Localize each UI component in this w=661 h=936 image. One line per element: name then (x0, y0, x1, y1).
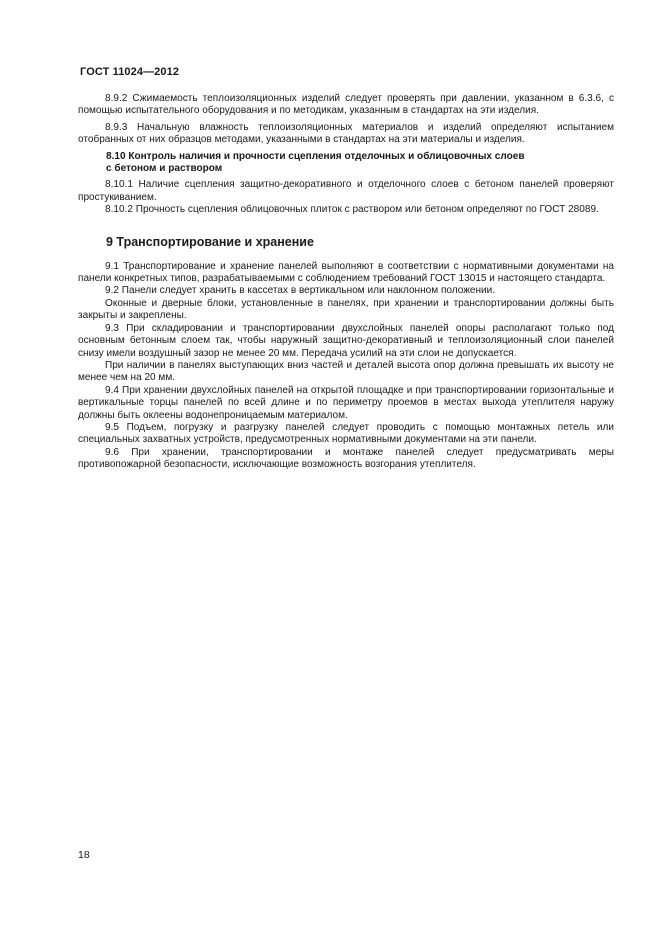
paragraph-9-4: 9.4 При хранении двухслойных панелей на открытой площадке и при транспортировании горизонтальные и вертикальные торцы панелей по всей длине и по периметру проемов в местах выхода утеплителя наружу должны быть оклеены водонепроницаемым материалом. (78, 384, 614, 421)
paragraph-9-6: 9.6 При хранении, транспортировании и монтаже панелей следует предусматривать меры противопожарной безопасности, исключающие возможность возгорания утеплителя. (78, 446, 614, 471)
paragraph-8-10-1: 8.10.1 Наличие сцепления защитно-декоративного и отделочного слоев с бетоном панелей проверяют простукиванием. (78, 179, 614, 203)
section-9-title: 9 Транспортирование и хранение (106, 234, 314, 249)
paragraph-9-5: 9.5 Подъем, погрузку и разгрузку панелей следует проводить с помощью монтажных петель или специальных захватных устройств, предусмотренных нормативными документами на эти панели. (78, 421, 614, 446)
paragraph-8-10-2: 8.10.2 Прочность сцепления облицовочных плиток с раствором или бетоном определяют по ГОСТ 28089. (105, 204, 599, 216)
paragraph-9-1: 9.1 Транспортирование и хранение панелей выполняют в соответствии с нормативными документами на панели конкретных типов, разрабатываемыми с соблюдением требований ГОСТ 13015 и настоящего стандарта. (78, 260, 614, 285)
paragraph-9-2-b: Оконные и дверные блоки, установленные в панелях, при хранении и транспортировании должны быть закрыты и закреплены. (78, 297, 614, 322)
paragraph-8-9-3: 8.9.3 Начальную влажность теплоизоляционных материалов и изделий определяют испытанием отобранных от них образцов методами, указанными в стандартах на эти материалы и изделия. (78, 121, 614, 146)
page-body (78, 93, 614, 472)
subsection-8-10-heading (78, 151, 614, 176)
paragraph-9-2: 9.2 Панели следует хранить в кассетах в вертикальном или наклонном положении. (105, 285, 496, 297)
subsection-8-10-heading-line2: с бетоном и раствором (106, 163, 223, 175)
paragraph-9-3-b: При наличии в панелях выступающих вниз частей и деталей высота опор должна превышать их высоту не менее чем на 20 мм. (78, 359, 614, 384)
subsection-8-10-heading-line1: 8.10 Контроль наличия и прочности сцепления отделочных и облицовочных слоев (106, 150, 525, 162)
paragraph-8-9-2: 8.9.2 Сжимаемость теплоизоляционных изделий следует проверять при давлении, указанном в 6.3.6, с помощью испытательного оборудования и по методикам, указанным в стандартах на эти изделия. (78, 93, 614, 117)
paragraph-9-3: 9.3 При складировании и транспортировании двухслойных панелей опоры располагают только под основным бетонным слоем так, чтобы наружный защитно-декоративный и теплоизоляционный слои панелей снизу имели воздушный зазор не менее 20 мм. Передача усилий на эти слои не допускается. (78, 322, 614, 359)
page-number: 18 (78, 849, 90, 861)
document-header: ГОСТ 11024—2012 (80, 66, 180, 78)
